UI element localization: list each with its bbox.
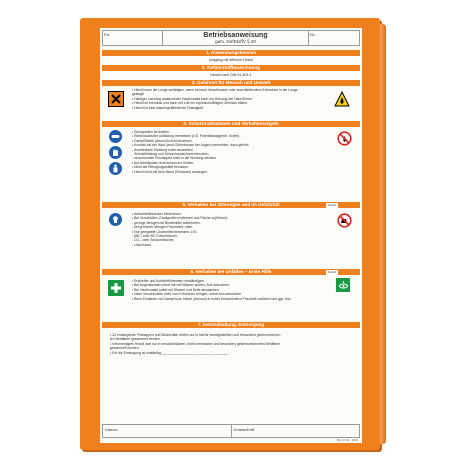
section-3-line: • Heizöl ist eine wassergefährdende Flüssigkeit. (132, 105, 204, 110)
section-3-line: • Häufiger und lang andauernder Hautkontakt kann zur Reizung der Haut führen. (132, 96, 253, 101)
section-5-title: 5. Verhalten bei Störungen und im Gefahrfall (102, 202, 360, 208)
section-4-line: • Dampf/Nebel (Aerosol) nicht einatmen. (132, 138, 193, 143)
section-2-title: 2. Gefahrstoffbezeichnung (102, 65, 360, 71)
protective-clothing-icon (109, 162, 122, 175)
section-4-line: • Elektrostatische Aufladung vermeiden (z.B. Potentialausgleich, Erden). (132, 134, 241, 139)
section-7-line: • Zu entsorgende Putzlappen und Bindemittel dürfen nur in hierfür bereitgestellten und besonders gekennzeichne- (110, 333, 281, 337)
goggles-icon (109, 130, 122, 143)
section-4-line: - verschmutzte Putzlappen nicht in die Kleidung stecken. (132, 156, 218, 161)
flammable-warning-icon (334, 91, 350, 107)
document-subtitle: gem. GefStoffV § 20 (215, 39, 256, 44)
nr-field: Nr.: (310, 32, 317, 37)
section-2-text: Heizöl nach DIN 51 603-1 (210, 73, 252, 77)
section-4-line: • Heizöl nicht mit dem Mund (Schlauch) ansaugen. (132, 169, 209, 174)
section-7-line: • Für die Entsorgung ist zuständig: ___________________________________ (110, 350, 229, 355)
fa-field: Fa: (103, 31, 163, 45)
section-4-line: - durchtränkte Kleidung sofort ausziehen, (132, 147, 194, 152)
section-6-line: • Ersthelfer und Aufsichtführenden verständigen. (132, 279, 205, 283)
section-4 (102, 128, 360, 200)
section-4-line: • Nicht als Reinigungsmittel benutzen. (132, 165, 189, 170)
signature-field: Unterschrift: (233, 427, 256, 432)
section-6 (102, 276, 360, 320)
signature-row (102, 424, 360, 438)
section-3-line: • Heizöl ist brennbar und kann mit Luft ein explosionsfähiges Gemisch bilden. (132, 101, 248, 106)
section-4-line: • Am Arbeitsplatz nicht essen und trinken. (132, 160, 195, 165)
section-5-line: • Nur geeignete Löschmittel einsetzen, z.B.: (132, 229, 198, 234)
section-7 (102, 329, 360, 369)
section-7-line: gesammelt werden. (110, 346, 140, 351)
date-field: Datum: (103, 425, 232, 437)
section-1-title: 1. Anwendungsbereich (102, 50, 360, 56)
harmful-x-icon (108, 91, 124, 107)
section-5-line: - Löschsand. (132, 242, 152, 247)
gloves-icon (109, 146, 122, 159)
section-4-title: 4. Schutzmaßnahmen und Verhaltensregeln (102, 121, 360, 127)
section-7-line: ten Behältern gesammelt werden. (110, 337, 161, 342)
document-code: BA 1 F 02 - 2002 (337, 438, 358, 442)
section-5-line: - ABC- oder BC-Pulverlöscher, (132, 234, 178, 239)
respirator-icon (109, 213, 122, 226)
section-5 (102, 209, 360, 267)
section-7-line: • Verunreinigtes Heizöl darf nur in verschließbaren, nicht brennbaren und besonders gekennzeichneten Behältern (110, 341, 281, 346)
section-6-line: • Beim Einatmen von Dampf bzw. Nebel (Aerosol) in hoher Konzentration Frischluft zuführen und ggf. Arzt (132, 296, 291, 301)
section-4-line: - Schutzkleidung und Schutzhandschuhe benutzen, (132, 152, 210, 157)
header (102, 30, 360, 46)
no-water-extinguishing-icon (336, 212, 352, 228)
section-5-line: • Bei Verschütten Zündquellen entfernen und Fläche zu(führen): (132, 216, 228, 221)
section-6-notruf: Notruf (327, 269, 337, 274)
section-6-title: 6. Verhalten bei Unfällen – Erste Hilfe (102, 269, 360, 275)
operating-instruction-sheet (100, 28, 362, 443)
section-1-text: Umgang mit offenem Heizöl (208, 58, 254, 62)
section-6-line: • Nach Verschlucken nicht zum Erbrechen bringen; sofort Arzt aufsuchen. (132, 292, 243, 297)
section-3-line: • Heizöl kann die Lunge schädigen, wenn es beim Verschlucken oder anschließendem Erbrechen in die Lunge (132, 88, 298, 92)
eye-wash-icon (336, 278, 350, 292)
section-3-title: 3. Gefahren für Mensch und Umwelt (102, 80, 360, 86)
document-title: Betriebsanweisung (203, 32, 268, 39)
no-open-flame-icon (336, 130, 352, 146)
document-frame (80, 18, 380, 450)
section-6-line: • Bei Augenkontakt sofort mit viel Wasser spülen, Arzt aufsuchen. (132, 283, 230, 288)
section-5-line: - bei größeren Mengen Feuerwehr rufen. (132, 225, 194, 230)
first-aid-icon (108, 280, 124, 296)
section-7-title: 7. Instandhaltung, Entsorgung (102, 322, 360, 328)
section-5-line: • Aufsichtsführenden informieren. (132, 212, 182, 216)
section-4-line: • Kontakt mit der Haut (auch Schleimhaut der Augen) vermeiden, dazu gehört: (132, 143, 250, 148)
section-3-line: gelangt! (132, 92, 145, 97)
section-4-line: • Zündquellen fernhalten. (132, 130, 170, 134)
section-6-line: • Bei Hautkontakt sofort mit Wasser und Seife abwaschen. (132, 287, 220, 292)
section-3 (102, 87, 360, 119)
section-5-notruf: Notruf (327, 202, 337, 207)
section-5-line: - CO₂- oder Schaumlöscher, (132, 238, 175, 243)
section-5-line: - geringe Mengen mit Bindemittel aufnehmen, (132, 220, 201, 225)
